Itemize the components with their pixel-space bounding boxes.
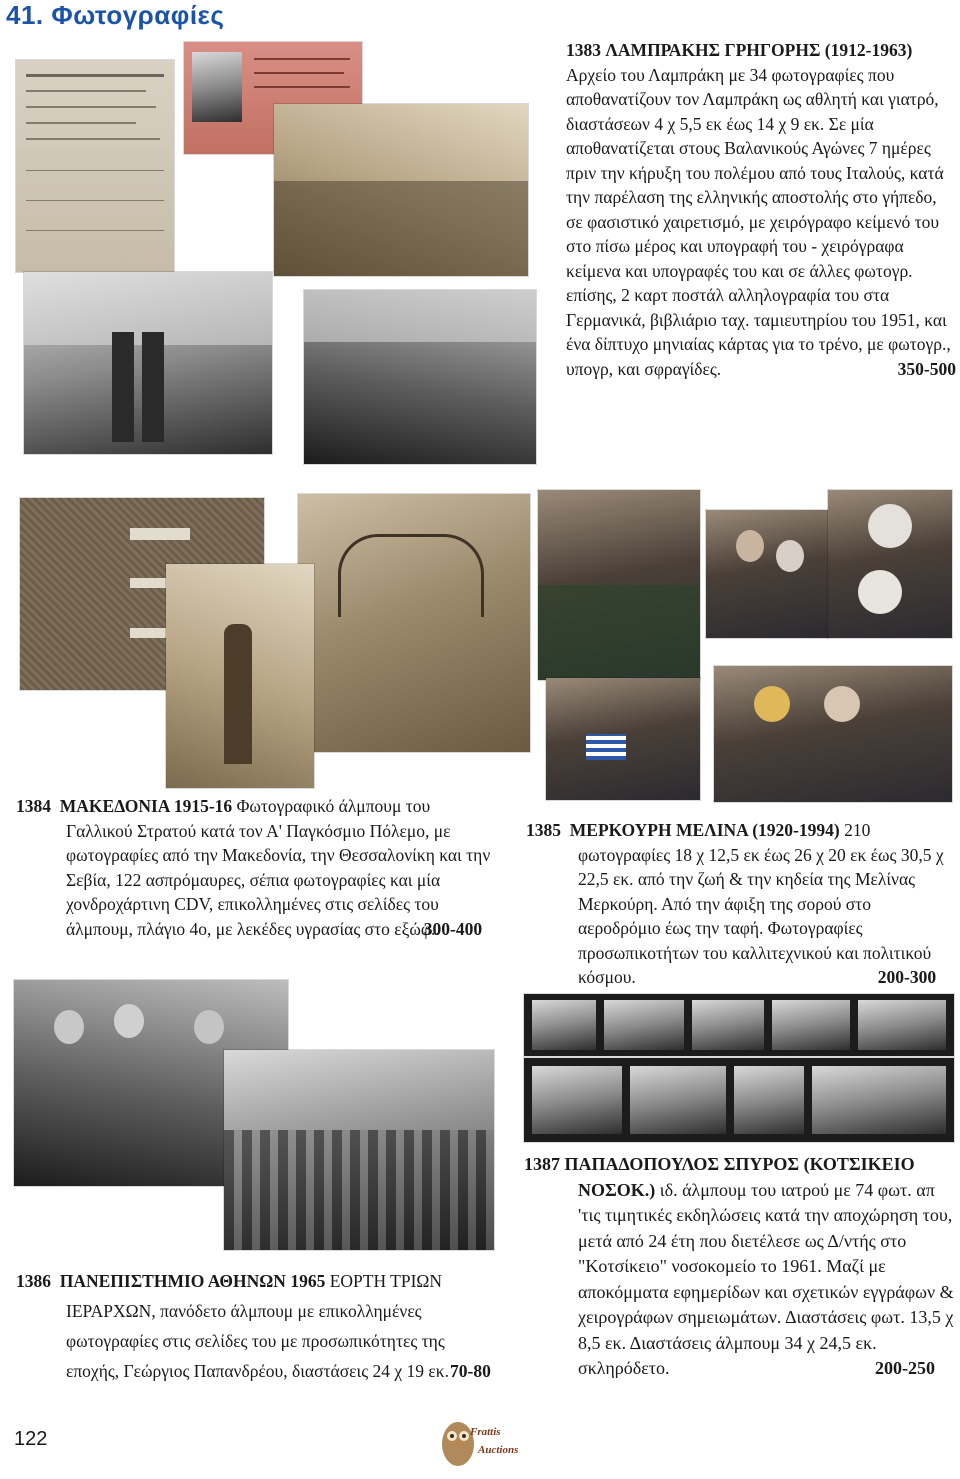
owl-icon: [432, 1408, 522, 1474]
lot-number: 1385: [526, 820, 561, 840]
photo-melina-mourners: [714, 666, 952, 802]
photo-athletes-group: [274, 104, 528, 276]
lot-description: ΕΟΡΤΗ ΤΡΙΩΝ ΙΕΡΑΡΧΩΝ, πανόδετο άλμπουμ με επικολλημένες φωτογραφίες στις σελίδες του με προσωπικότητες της εποχής, Γεώργιος Παπανδρέου, διαστάσεις 24 χ 19 εκ.: [66, 1271, 449, 1381]
photo-mourners-men: [706, 510, 828, 638]
page-number: 122: [14, 1428, 48, 1450]
lot-number: 1386: [16, 1271, 51, 1291]
lot-description: Φωτογραφικό άλμπουμ του Γαλλικού Στρατού κατά τον Α' Παγκόσμιο Πόλεμο, με φωτογραφίες από την Μακεδονία, την Θεσσαλονίκη και την Σεβία, 122 ασπρόμαυρες, σέπια φωτογραφίες και μία χονδροχάρτινη CDV, επικολλημένες στις σελίδες του άλμπουμ, πλάγιο 4ο, με λεκέδες υγρασίας στο εξώφ..: [66, 796, 491, 939]
photo-railway-bridge: [298, 494, 530, 752]
photo-album-page-top: [524, 994, 954, 1056]
logo-line1: Frattis: [470, 1426, 501, 1438]
logo-line2: Auctions: [478, 1444, 519, 1456]
lot-estimate: 300-400: [423, 918, 483, 939]
lot-description: ιδ. άλμπουμ του ιατρού με 74 φωτ. απ 'τις τιμητικές εκδηλώσεις κατά την αποχώρηση του, μετά από 24 έτη που διετέλεσε ως Δ/ντής στο "Κοτσίκειο" νοσοκομείο το 1961. Μαζί με αποκόμματα εφημερίδων και σχετικών εγγράφων & χειρογράφων σημειωμάτων. Διαστάσεις φωτ. 13,5 χ 8,5 εκ. Διαστάσεις άλμπουμ 34 χ 24,5 εκ. σκληρόδετο.: [578, 1179, 954, 1378]
lot-estimate: 200-300: [877, 967, 937, 987]
photo-parade-salute: [304, 290, 536, 464]
frattis-auctions-logo: [432, 1408, 522, 1474]
lot-title: ΠΑΝΕΠΙΣΤΗΜΙΟ ΑΘΗΝΩΝ 1965: [59, 1271, 326, 1291]
lot-number: 1383: [566, 40, 601, 60]
lot-title: ΜΑΚΕΔΟΝΙΑ 1915-16: [59, 796, 233, 816]
lot-title: ΜΕΡΚΟΥΡΗ ΜΕΛΙΝΑ (1920-1994): [569, 820, 840, 840]
lot-1386: 1386 ΠΑΝΕΠΙΣΤΗΜΙΟ ΑΘΗΝΩΝ 1965 ΕΟΡΤΗ ΤΡΙΩΝ ΙΕΡΑΡΧΩΝ, πανόδετο άλμπουμ με επικολλημένες φωτογραφίες στις σελίδες του με προσωπικότητες της εποχής, Γεώργιος Παπανδρέου, διαστάσεις 24 χ 19 εκ. 70-80: [16, 1271, 491, 1381]
photo-savings-booklet: [16, 60, 174, 272]
lot-estimate: 200-250: [875, 1358, 935, 1378]
section-title: 41. Φωτογραφίες: [6, 0, 225, 30]
lot-estimate: 350-500: [897, 358, 956, 379]
lot-number: 1387: [524, 1154, 560, 1174]
lot-title: ΛΑΜΠΡΑΚΗΣ ΓΡΗΓΟΡΗΣ (1912-1963): [605, 40, 913, 60]
photo-procession-flag: [546, 678, 700, 800]
lot-title: ΠΑΠΑΔΟΠΟΥΛΟΣ ΣΠΥΡΟΣ (ΚΟΤΣΙΚΕΙΟ ΝΟΣΟΚ.): [564, 1154, 915, 1200]
lot-description: Αρχείο του Λαμπράκη με 34 φωτογραφίες που αποθανατίζουν τον Λαμπράκη ως αθλητή και γιατρό, διαστάσεων 4 χ 5,5 εκ έως 14 χ 9 εκ. Σε μία αποθανατίζεται στους Βαλανικούς Αγώνες 7 ημέρες πριν την κήρυξη του πολέμου από τους Ιταλούς, κατά την παρέλαση της ελληνικής αποστολής στο γήπεδο, σε φασιστικό χαιρετισμό, με χειρόγραφο κείμενό του στο πίσω μέρος και υπογραφή του - χειρόγραφα κείμενα και υπογραφές του και σε άλλες φωτογρ. επίσης, 2 καρτ ποστάλ αλληλογραφία του στα Γερμανικά, βιβλιάριο ταχ. ταμιευτηρίου του 1951, και ένα δίπτυχο μηνιαίας κάρτας για το τρένο, με φωτογρ., υπογρ, και σφραγίδες.: [566, 64, 951, 379]
lot-1384: [16, 794, 500, 941]
lot-1387: [524, 1152, 956, 1382]
photo-funeral-crowd: [538, 490, 700, 680]
photo-two-athletes: [24, 272, 272, 454]
lot-description: 210 φωτογραφίες 18 χ 12,5 εκ έως 26 χ 20 εκ έως 30,5 χ 22,5 εκ. από την ζωή & την κηδεία της Μελίνας Μερκούρη. Από την άφιξη της σορού στο αεροδρόμιο έως την ταφή. Φωτογραφίες προσωπικοτήτων του καλλιτεχνικού και πολιτικού κόσμου.: [578, 820, 944, 987]
photo-soldier-standing: [166, 564, 314, 788]
lot-1383: [566, 38, 956, 381]
lot-1385: [526, 818, 956, 990]
photo-university-audience: [224, 1050, 494, 1250]
photo-album-page-bottom: [524, 1058, 954, 1142]
lot-number: 1384: [16, 796, 51, 816]
photo-grieving-elderly: [828, 490, 952, 638]
